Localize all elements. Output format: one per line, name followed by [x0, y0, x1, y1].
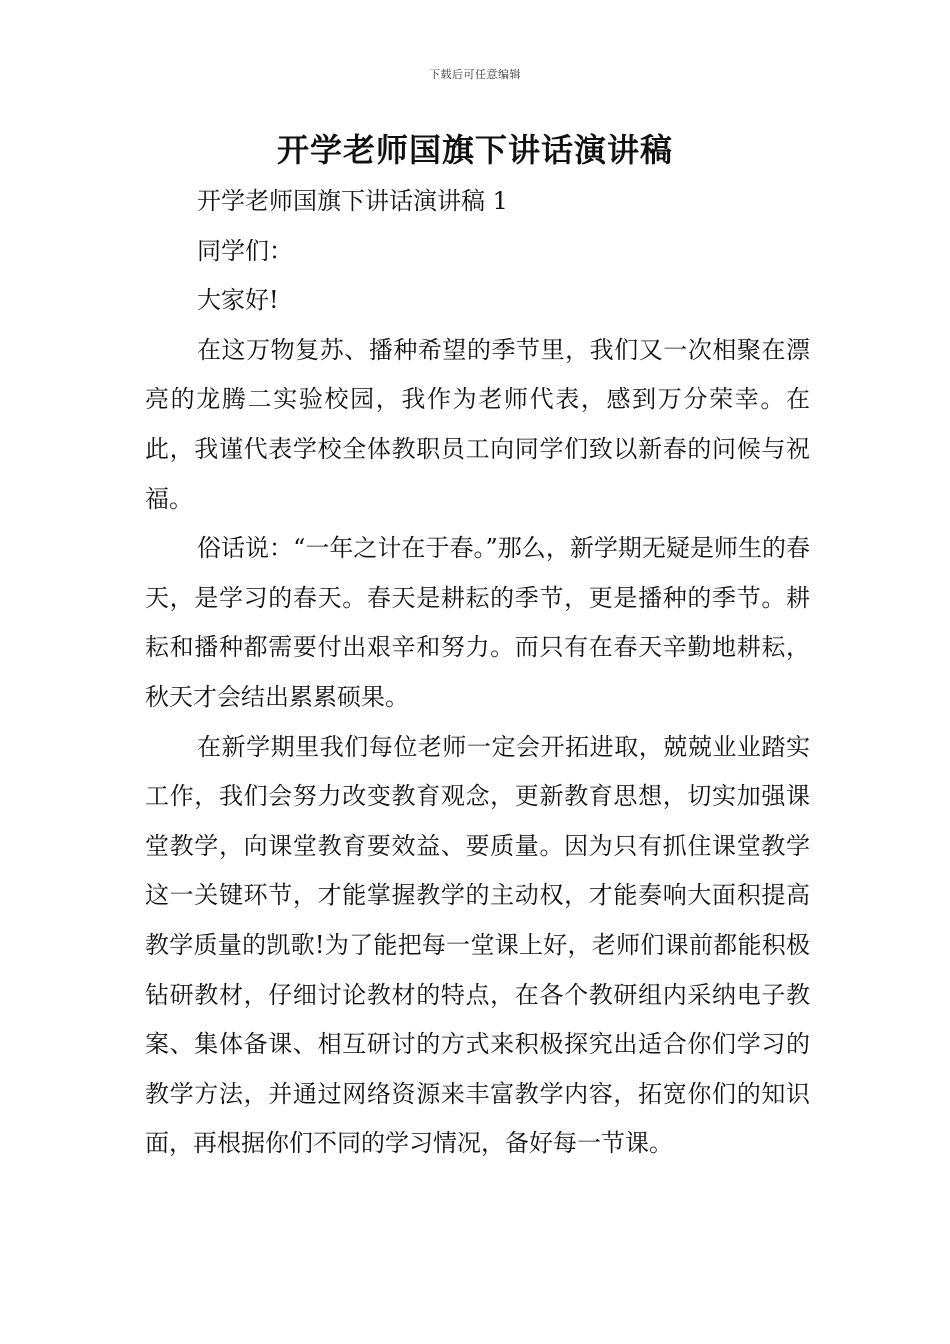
body-paragraph: 俗话说：“一年之计在于春。”那么，新学期无疑是师生的春天，是学习的春天。春天是耕耘的季节，更是播种的季节。耕耘和播种都需要付出艰辛和努力。而只有在春天辛勤地耕耘，秋天才会结出累累硕果。	[145, 534, 810, 711]
salutation-paragraph: 同学们：	[197, 236, 293, 265]
body-paragraph: 在这万物复苏、播种希望的季节里，我们又一次相聚在漂亮的龙腾二实验校园，我作为老师代表，感到万分荣幸。在此，我谨代表学校全体教职员工向同学们致以新春的问候与祝福。	[145, 335, 810, 513]
document-body	[145, 177, 810, 1169]
greeting-paragraph: 大家好!	[197, 286, 279, 315]
document-title: 开学老师国旗下讲话演讲稿	[276, 131, 673, 169]
header-note: 下载后可任意编辑	[429, 68, 521, 81]
body-paragraph: 在新学期里我们每位老师一定会开拓进取，兢兢业业踏实工作，我们会努力改变教育观念，更新教育思想，切实加强课堂教学，向课堂教育要效益、要质量。因为只有抓住课堂教学这一关键环节，才能掌握教学的主动权，才能奏响大面积提高教学质量的凯歌!为了能把每一堂课上好，老师们课前都能积极钻研教材，仔细讨论教材的特点，在各个教研组内采纳电子教案、集体备课、相互研讨的方式来积极探究出适合你们学习的教学方法，并通过网络资源来丰富教学内容，拓宽你们的知识面，再根据你们不同的学习情况，备好每一节课。	[145, 732, 810, 1158]
subtitle-paragraph: 开学老师国旗下讲话演讲稿 1	[197, 187, 508, 215]
